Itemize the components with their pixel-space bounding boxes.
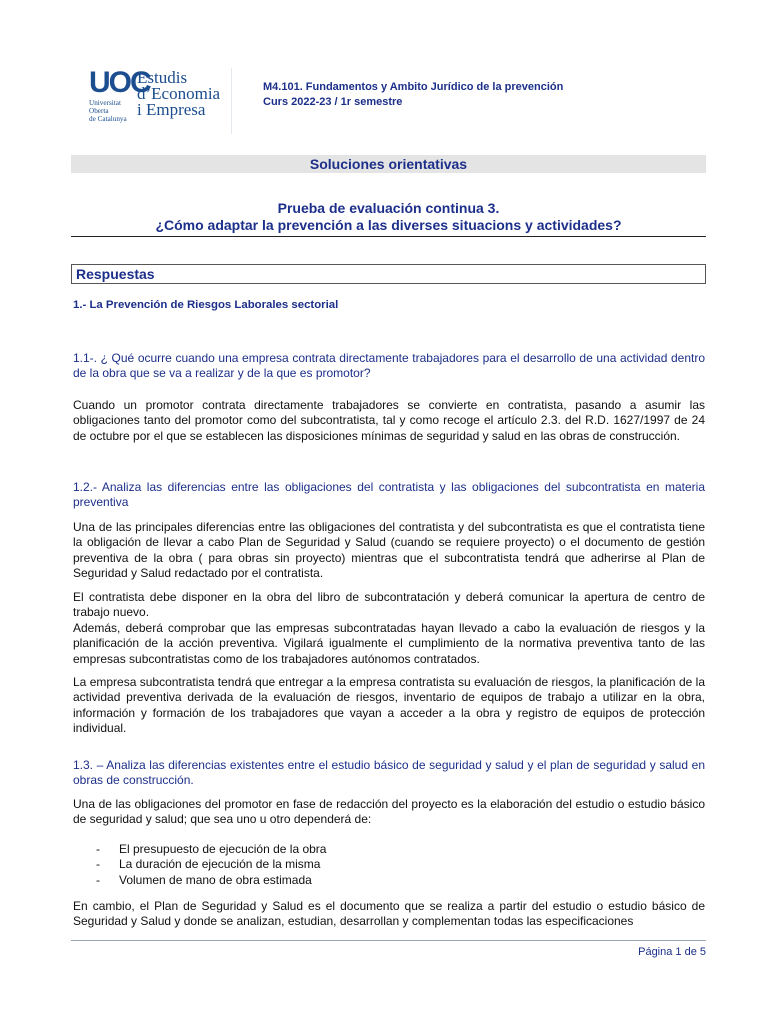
question-1-1: 1.1-. ¿ Qué ocurre cuando una empresa contrata directamente trabajadores para el desarrollo de una actividad dentro de la obra que se va a realizar y de la que es promotor? [73, 351, 705, 381]
logo-name [137, 70, 229, 118]
answer-1-1: Cuando un promotor contrata directamente trabajadores se convierte en contratista, pasando a asumir las obligaciones tanto del promotor como del subcontratista, tal y como recoge el artículo 2.3. del R.D. 1627/1997 de 24 de octubre por el que se establecen las disposiciones mínimas de seguridad y salud en las obras de construcción. [73, 398, 705, 443]
answers-heading-box [71, 264, 706, 284]
list-item [73, 873, 705, 888]
uoc-logo [85, 68, 232, 134]
course-term: Curs 2022-23 / 1r semestre [263, 96, 403, 108]
solutions-band [71, 155, 706, 173]
answer-1-2-paragraph-2a: El contratista debe disponer en la obra del libro de subcontratación y deberá comunicar la apertura de centro de trabajo nuevo. [73, 590, 705, 620]
logo-mark: UOC [89, 66, 150, 99]
question-1-2: 1.2.- Analiza las diferencias entre las obligaciones del contratista y las obligaciones del subcontratista en materia preventiva [73, 480, 705, 510]
list-item-text: Volumen de mano de obra estimada [119, 872, 312, 887]
course-info [263, 80, 563, 110]
logo-name-line: Estudis [137, 68, 188, 87]
test-title [71, 200, 706, 234]
footer-divider [71, 940, 706, 941]
logo-sub-line: Oberta [89, 107, 109, 115]
logo-sub-line: de Catalunya [89, 115, 127, 123]
bullet-dash: - [96, 842, 100, 856]
section-1-heading: 1.- La Prevención de Riesgos Laborales sectorial [73, 299, 339, 311]
title-divider [71, 236, 706, 237]
page-number: Página 1 de 5 [638, 946, 706, 958]
test-title-line-1: Prueba de evaluación continua 3. [277, 200, 500, 216]
answer-1-2-paragraph-2b: Además, deberá comprobar que las empresas subcontratadas hayan llevado a cabo la evaluación de riesgos y la planificación de la acción preventiva. Vigilará igualmente el cumplimiento de la normativa preventiva tanto de las empresas subcontratistas como de los trabajadores autónomos contratados. [73, 620, 705, 666]
list-item [73, 842, 705, 857]
answer-1-2-paragraph-1: Una de las principales diferencias entre las obligaciones del contratista y del subcontratista es que el contratista tiene la obligación de llevar a cabo Plan de Seguridad y Salud (cuando se requiere proyecto) o el documento de gestión preventiva de la obra ( para obras sin proyecto) mientras que el subcontratista tendrá que adherirse al Plan de Seguridad y Salud redactado por el contratista. [73, 520, 705, 581]
test-title-line-2: ¿Cómo adaptar la prevención a las diverses situacions y actividades? [155, 217, 622, 233]
logo-subtitle [89, 99, 137, 123]
list-item-text: La duración de ejecución de la misma [119, 857, 321, 872]
answer-1-2-paragraph-2 [73, 590, 705, 667]
answer-1-3-paragraph-2: En cambio, el Plan de Seguridad y Salud es el documento que se realiza a partir del estudio o estudio básico de Seguridad y Salud y donde se analizan, estudian, desarrollan y complementan todas las especificaciones [73, 899, 705, 929]
answers-label: Respuestas [76, 266, 155, 282]
logo-name-line: i Empresa [137, 100, 206, 119]
bullet-dash: - [96, 872, 100, 887]
bullet-dash: - [96, 857, 100, 872]
list-item-text: El presupuesto de ejecución de la obra [119, 842, 327, 856]
list-item [73, 857, 705, 872]
question-1-3: 1.3. – Analiza las diferencias existentes entre el estudio básico de seguridad y salud y el plan de seguridad y salud en obras de construcción. [73, 758, 705, 788]
logo-sub-line: Universitat [89, 99, 121, 107]
answer-1-3-paragraph-1: Una de las obligaciones del promotor en fase de redacción del proyecto es la elaboración del estudio o estudio básico de seguridad y salud; que sea uno u otro dependerá de: [73, 797, 705, 827]
logo-name-line: d’Economia [137, 84, 221, 103]
course-title: M4.101. Fundamentos y Ambito Jurídico de la prevención [263, 81, 564, 93]
band-title: Soluciones orientativas [309, 156, 468, 172]
factors-list [73, 842, 705, 888]
answer-1-2-paragraph-3: La empresa subcontratista tendrá que entregar a la empresa contratista su evaluación de riesgos, la planificación de la actividad preventiva derivada de la evaluación de riesgos, inventario de equipos de trabajo a utilizar en la obra, información y formación de los trabajadores que vayan a acceder a la obra y registro de equipos de protección individual. [73, 675, 705, 736]
